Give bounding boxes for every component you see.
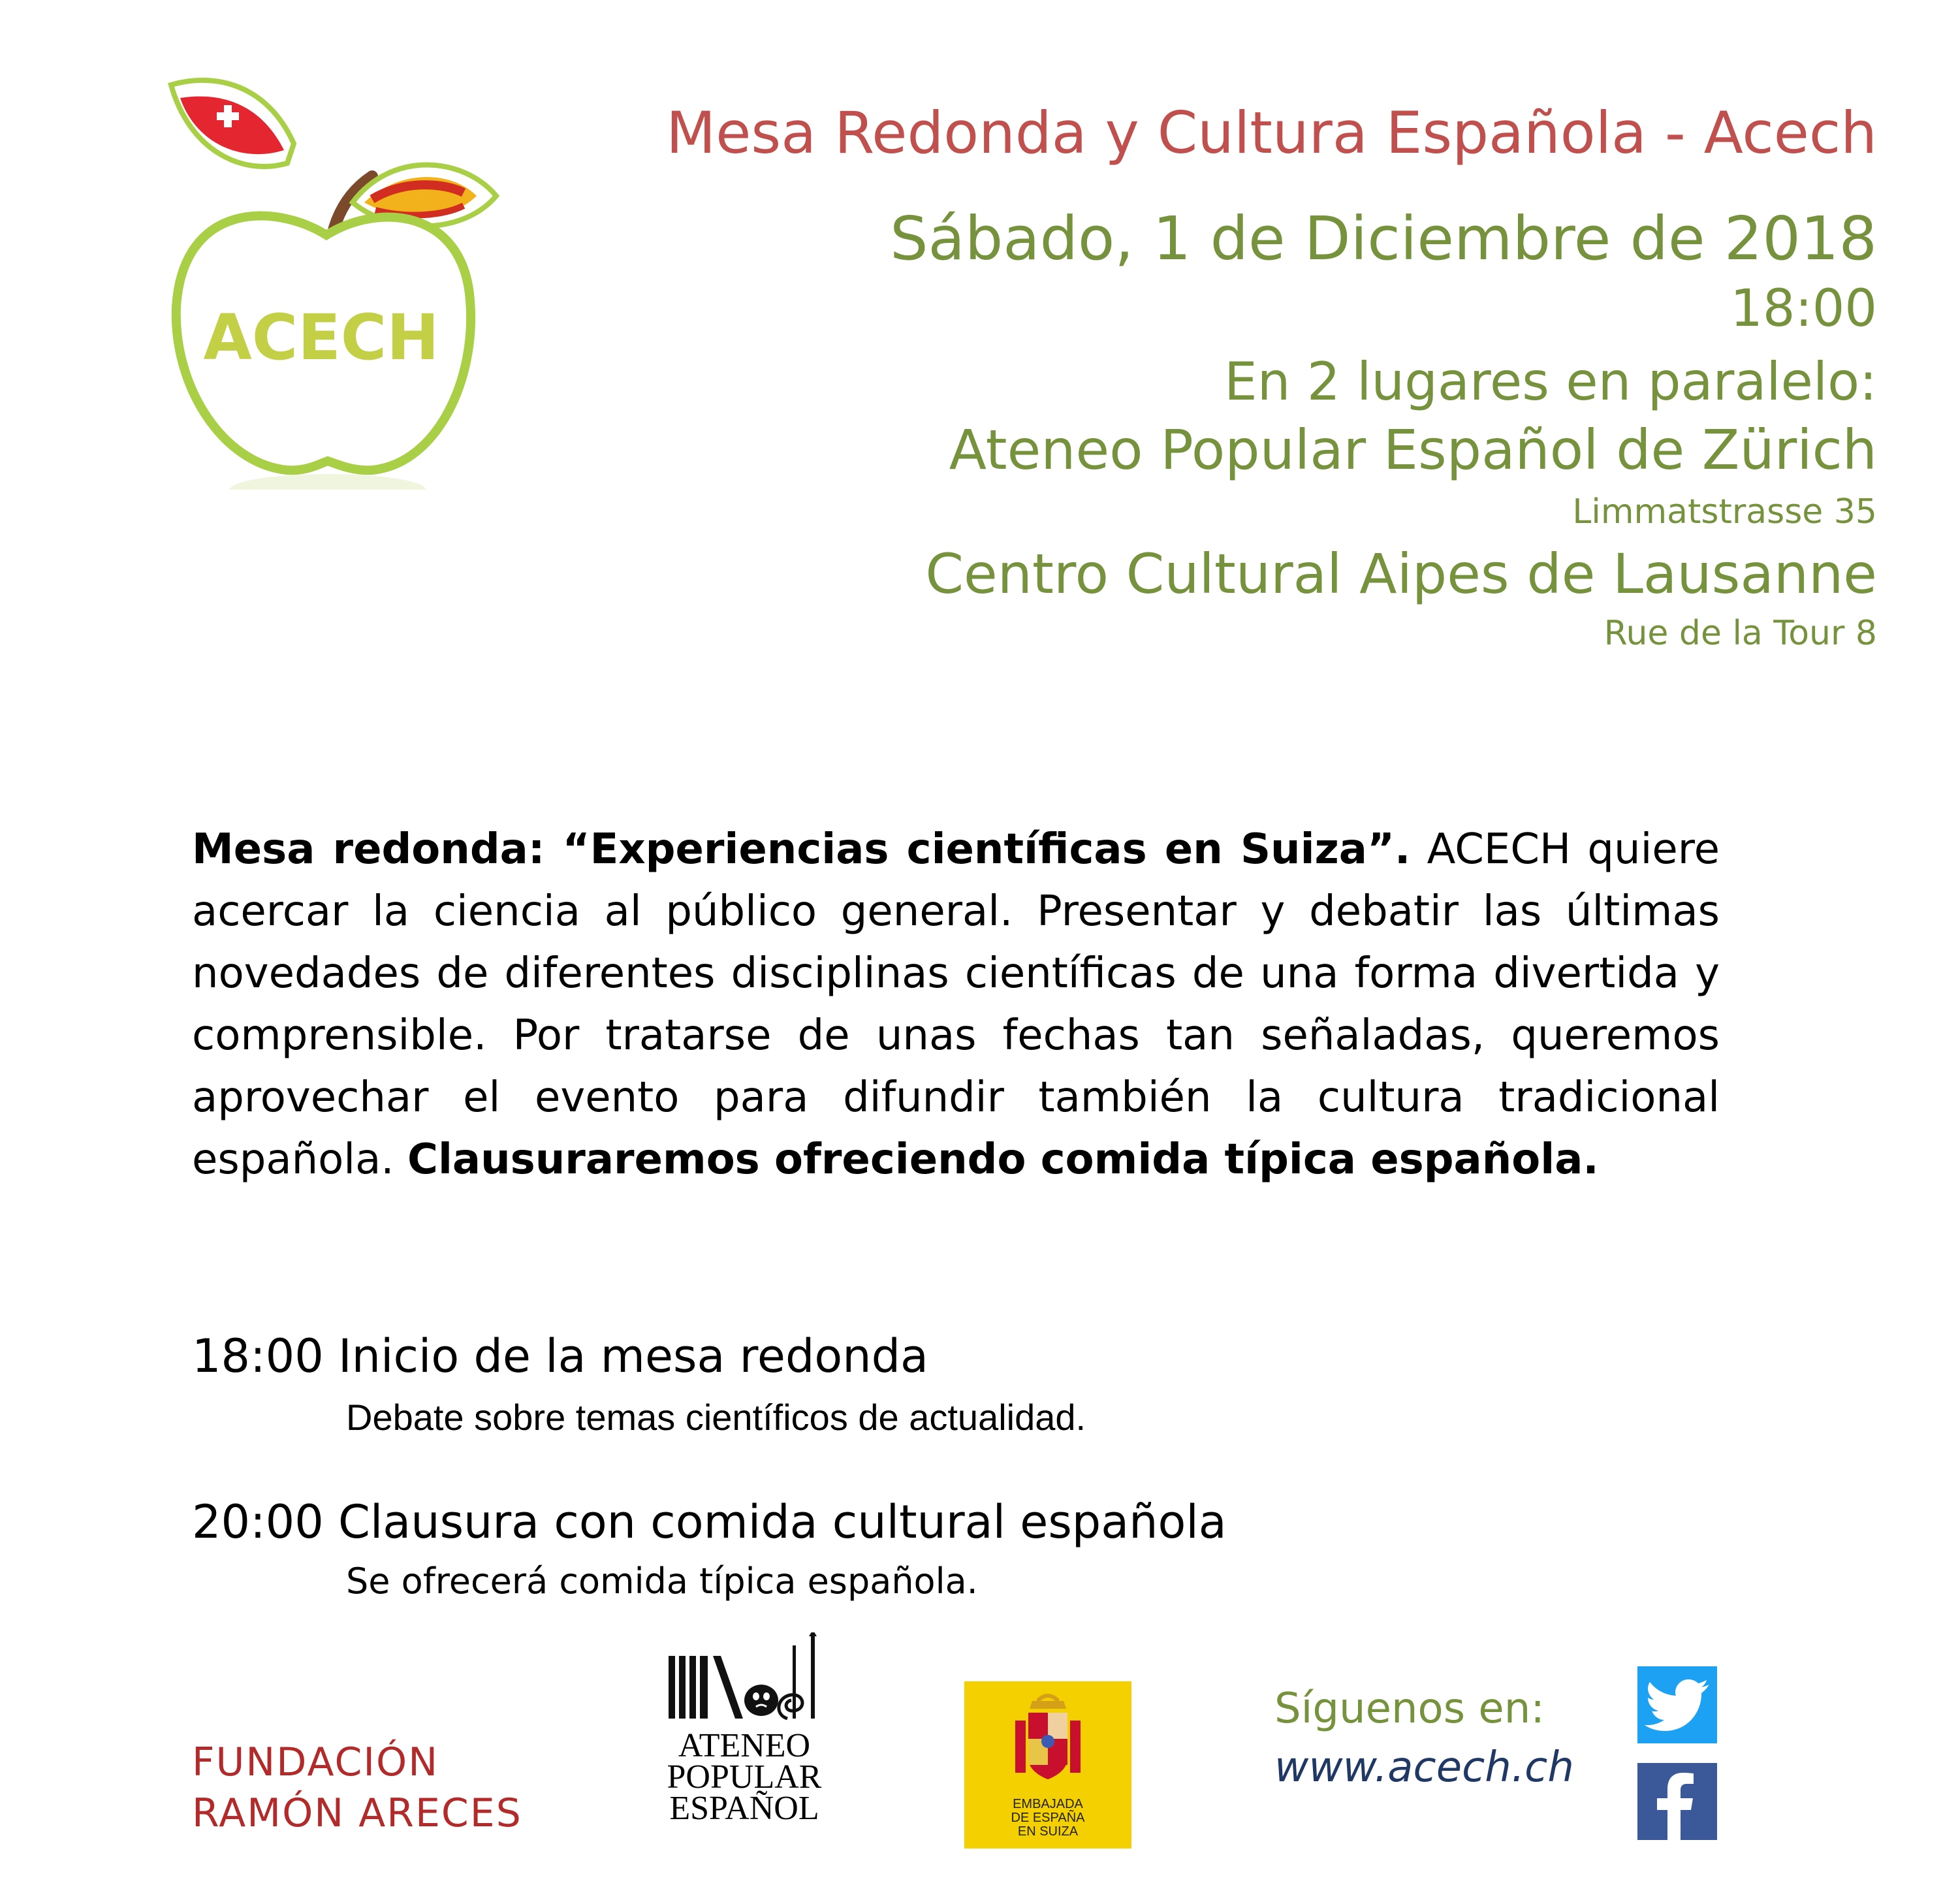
embajada-line-2: DE ESPAÑA <box>1011 1811 1085 1825</box>
places-intro: En 2 lugares en paralelo: <box>1224 351 1877 412</box>
fundacion-ramon-areces-logo <box>192 1737 522 1839</box>
embajada-line-1: EMBAJADA <box>1013 1797 1083 1811</box>
ateneo-books-icon <box>659 1632 849 1730</box>
facebook-icon[interactable] <box>1637 1763 1717 1840</box>
venue-lausanne-address: Rue de la Tour 8 <box>1603 614 1877 653</box>
venue-zurich-address: Limmatstrasse 35 <box>1572 492 1877 532</box>
ateneo-line-2: POPULAR <box>667 1758 822 1796</box>
embajada-line-3: EN SUIZA <box>1017 1824 1079 1839</box>
venue-zurich: Ateneo Popular Español de Zürich <box>949 418 1877 482</box>
event-title: Mesa Redonda y Cultura Española - Acech <box>666 99 1877 167</box>
schedule-item-1-heading: 18:00 Inicio de la mesa redonda <box>192 1329 928 1383</box>
description-closing: Clausuraremos ofreciendo comida típica española. <box>407 1135 1599 1184</box>
acech-logo-text: ACECH <box>203 301 439 374</box>
ateneo-line-3: ESPAÑOL <box>669 1790 819 1827</box>
ateneo-text <box>659 1727 829 1827</box>
twitter-icon[interactable] <box>1637 1666 1717 1743</box>
event-date: Sábado, 1 de Diciembre de 2018 <box>890 204 1877 274</box>
embajada-espana-logo <box>964 1681 1131 1848</box>
description-paragraph <box>192 819 1720 1191</box>
ateneo-popular-espanol-logo <box>659 1632 849 1848</box>
acech-logo <box>157 72 509 490</box>
venue-lausanne: Centro Cultural Aipes de Lausanne <box>925 542 1877 606</box>
ateneo-line-1: ATENEO <box>678 1727 811 1764</box>
follow-label: Síguenos en: <box>1274 1685 1545 1733</box>
fundacion-line-1: FUNDACIÓN <box>192 1739 439 1785</box>
schedule-item-2-detail: Se ofrecerá comida típica española. <box>346 1561 978 1602</box>
schedule-item-1-detail: Debate sobre temas científicos de actualidad. <box>346 1397 1086 1438</box>
fundacion-line-2: RAMÓN ARECES <box>192 1790 522 1836</box>
event-time: 18:00 <box>1730 279 1877 338</box>
spanish-coat-of-arms-icon <box>964 1681 1131 1799</box>
description-lead: Mesa redonda: “Experiencias científicas en Suiza”. <box>192 825 1411 874</box>
website-link[interactable]: www.acech.ch <box>1274 1743 1574 1792</box>
embajada-text <box>964 1798 1131 1839</box>
description-text: ACECH quiere acercar la ciencia al público general. Presentar y debatir las últimas novedades de diferentes disciplinas científicas de una forma divertida y comprensible. Por tratarse de unas fechas tan señaladas, queremos aprovechar el evento para difundir también la cultura tradicional española. <box>192 825 1720 1184</box>
schedule-item-2-heading: 20:00 Clausura con comida cultural española <box>192 1495 1227 1549</box>
